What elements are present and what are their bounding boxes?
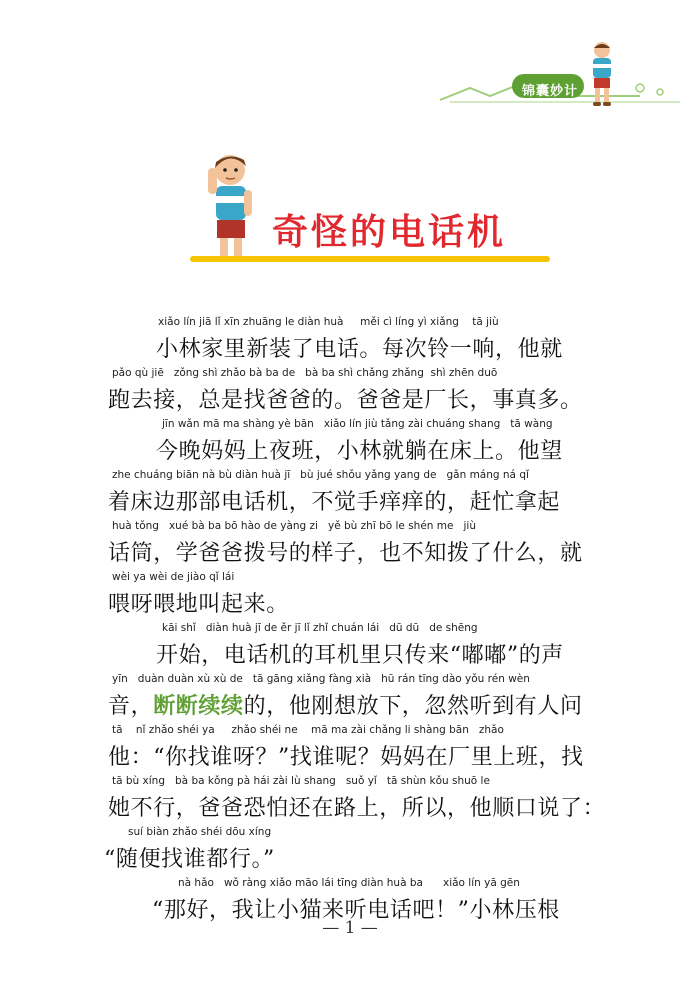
- pinyin-line: xiǎo lín jiā lǐ xīn zhuāng le diàn huà měi cì líng yì xiǎng tā jiù: [158, 316, 499, 328]
- pinyin-line: suí biàn zhǎo shéi dōu xíng: [128, 826, 272, 838]
- story-title: 奇怪的电话机: [272, 212, 507, 253]
- pinyin-line: kāi shǐ diàn huà jī de ěr jī lǐ zhǐ chuán lái dū dū de shēng: [162, 622, 478, 634]
- pinyin-line: wèi ya wèi de jiào qǐ lái: [112, 571, 235, 583]
- pinyin-line: zhe chuáng biān nà bù diàn huà jī bù jué shǒu yǎng yang de gǎn máng ná qǐ: [112, 469, 529, 481]
- hanzi-line: 开始，电话机的耳机里只传来“嘟嘟”的声: [156, 643, 564, 668]
- hanzi-line: 话筒，学爸爸拨号的样子，也不知拨了什么，就: [108, 541, 583, 566]
- boy-illustration: [196, 150, 266, 266]
- boy-illustration-small: [584, 40, 620, 108]
- hanzi-line: 今晚妈妈上夜班，小林就躺在床上。他望: [156, 439, 563, 464]
- hanzi-line: 他：“你找谁呀？”找谁呢？妈妈在厂里上班，找: [108, 745, 584, 770]
- hanzi-line: 她不行，爸爸恐怕还在路上，所以，他顺口说了：: [108, 796, 606, 821]
- pinyin-line: jīn wǎn mā ma shàng yè bān xiǎo lín jiù tǎng zài chuáng shang tā wàng: [162, 418, 553, 430]
- hanzi-line: “那好，我让小猫来听电话吧！”小林压根: [152, 898, 560, 923]
- hanzi-line: 喂呀喂地叫起来。: [108, 592, 289, 617]
- pinyin-line: yīn duàn duàn xù xù de tā gāng xiǎng fàng xià hū rán tīng dào yǒu rén wèn: [112, 673, 530, 685]
- hanzi-line: 着床边那部电话机，不觉手痒痒的，赶忙拿起: [108, 490, 561, 515]
- hanzi-line: 音，断断续续的，他刚想放下，忽然听到有人问: [108, 693, 583, 719]
- pinyin-line: nà hǎo wǒ ràng xiǎo māo lái tīng diàn huà ba xiǎo lín yā gēn: [178, 877, 520, 889]
- highlighted-word: 断断续续: [153, 693, 244, 719]
- pinyin-line: tā nǐ zhǎo shéi ya zhǎo shéi ne mā ma zài chǎng li shàng bān zhǎo: [112, 724, 504, 736]
- hanzi-line: 小林家里新装了电话。每次铃一响，他就: [156, 337, 563, 362]
- hanzi-line: “随便找谁都行。”: [104, 847, 275, 872]
- title-underline: [190, 256, 550, 262]
- section-badge: 锦囊妙计: [522, 84, 579, 99]
- page-number: — 1 —: [322, 918, 378, 938]
- pinyin-line: pǎo qù jiē zǒng shì zhǎo bà ba de bà ba shì chǎng zhǎng shì zhēn duō: [112, 367, 498, 379]
- pinyin-line: huà tǒng xué bà ba bō hào de yàng zi yě bù zhī bō le shén me jiù: [112, 520, 476, 532]
- hanzi-line: 跑去接，总是找爸爸的。爸爸是厂长，事真多。: [108, 388, 583, 413]
- pinyin-line: tā bù xíng bà ba kǒng pà hái zài lù shang suǒ yǐ tā shùn kǒu shuō le: [112, 775, 490, 787]
